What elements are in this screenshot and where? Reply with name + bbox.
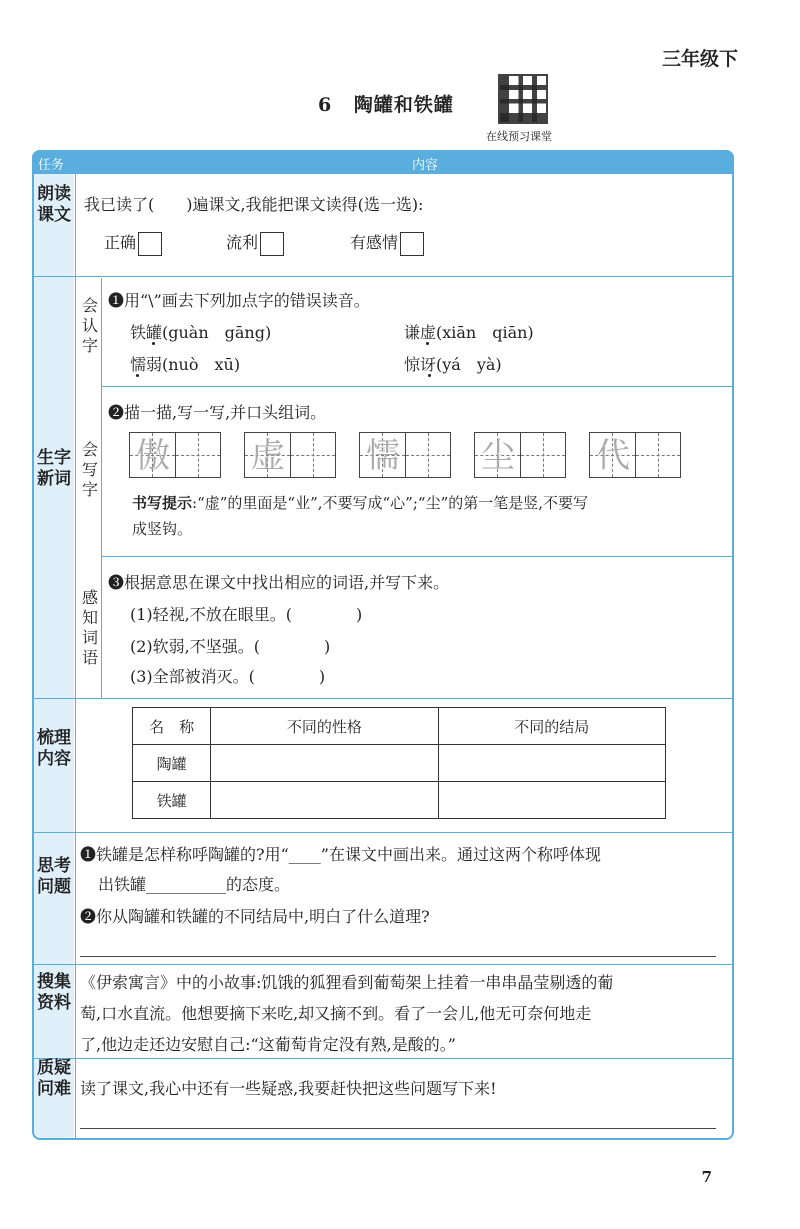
trace-character: 懦 xyxy=(366,436,400,476)
write-instruction: ❷描一描,写一写,并口头组词。 xyxy=(108,403,327,422)
row-divider xyxy=(101,386,734,387)
row-divider xyxy=(34,832,734,833)
trace-character: 傲 xyxy=(136,436,170,476)
writing-grid[interactable] xyxy=(129,432,221,478)
read-option-3[interactable] xyxy=(350,230,424,256)
row-divider xyxy=(101,556,734,557)
option-label: 流利 xyxy=(226,233,259,252)
row-divider xyxy=(34,276,734,277)
tip-text: :“虚”的里面是“业”,不要写成“心”;“尘”的第一笔是竖,不要写 xyxy=(192,494,589,512)
option-label: 正确 xyxy=(104,233,137,252)
answer-cell[interactable] xyxy=(438,782,665,819)
pinyin-item[interactable]: 惊讶(yá yà) xyxy=(404,355,502,374)
perceive-item[interactable]: (1)轻视,不放在眼里。( ) xyxy=(130,605,363,624)
qr-code-icon[interactable] xyxy=(498,74,548,124)
think-label: 思考问题 xyxy=(37,856,71,897)
words-label: 生字新词 xyxy=(37,448,71,489)
trace-character: 尘 xyxy=(481,436,515,476)
answer-line[interactable] xyxy=(80,1128,716,1129)
collect-label: 搜集资料 xyxy=(37,972,71,1013)
read-option-1[interactable] xyxy=(104,230,162,256)
column-header: 不同的结局 xyxy=(438,708,665,745)
answer-cell[interactable] xyxy=(211,782,438,819)
emphasis-dot xyxy=(426,342,429,345)
read-text: 我已读了( )遍课文,我能把课文读得(选一选): xyxy=(84,195,424,214)
option-label: 有感情 xyxy=(350,233,399,252)
think-question-2: ❷你从陶罐和铁罐的不同结局中,明白了什么道理? xyxy=(80,907,430,926)
lesson-name: 陶罐和铁罐 xyxy=(353,94,454,116)
writing-grid[interactable] xyxy=(359,432,451,478)
lesson-title xyxy=(318,90,454,117)
write-label: 会写字 xyxy=(81,440,98,499)
think-question-1: ❶铁罐是怎样称呼陶罐的?用“____”在课文中画出来。通过这两个称呼体现 xyxy=(80,845,601,864)
perceive-item[interactable]: (2)软弱,不坚强。( ) xyxy=(130,637,331,656)
tip-label: 书写提示 xyxy=(132,494,193,512)
emphasis-dot xyxy=(152,342,155,345)
answer-line[interactable] xyxy=(80,956,716,957)
checkbox[interactable] xyxy=(138,232,162,256)
emphasis-dot xyxy=(428,374,431,377)
lesson-number: 6 xyxy=(318,94,333,116)
row-header: 陶罐 xyxy=(133,745,211,782)
perceive-instruction: ❸根据意思在课文中找出相应的词语,并写下来。 xyxy=(108,573,450,592)
sub-column-divider xyxy=(101,278,102,698)
grade-label: 三年级下 xyxy=(661,48,738,70)
pinyin-item[interactable]: 谦虚(xiān qiān) xyxy=(404,323,534,342)
collect-text-line: 萄,口水直流。他想要摘下来吃,却又摘不到。看了一会儿,他无可奈何地走 xyxy=(80,1004,592,1023)
writing-tip-continued: 成竖钩。 xyxy=(132,520,193,538)
row-divider xyxy=(34,698,734,699)
row-divider xyxy=(34,1058,734,1059)
answer-cell[interactable] xyxy=(211,745,438,782)
page-number: 7 xyxy=(701,1168,712,1186)
trace-character: 虚 xyxy=(251,436,285,476)
answer-cell[interactable] xyxy=(438,745,665,782)
question-prompt: 读了课文,我心中还有一些疑惑,我要赶快把这些问题写下来! xyxy=(80,1079,497,1098)
column-divider xyxy=(75,174,76,1140)
recognize-instruction: ❶用“\”画去下列加点字的错误读音。 xyxy=(108,291,370,310)
sort-label: 梳理内容 xyxy=(37,728,71,769)
checkbox[interactable] xyxy=(260,232,284,256)
checkbox[interactable] xyxy=(400,232,424,256)
question-label: 质疑问难 xyxy=(37,1058,71,1099)
writing-grid[interactable] xyxy=(474,432,566,478)
content-header: 内容 xyxy=(412,158,439,173)
writing-grid[interactable] xyxy=(589,432,681,478)
comparison-table xyxy=(132,707,666,819)
trace-character: 代 xyxy=(596,436,630,476)
recognize-label: 会认字 xyxy=(81,296,98,355)
think-question-1-continued: 出铁罐__________的态度。 xyxy=(98,875,291,894)
column-header: 不同的性格 xyxy=(211,708,438,745)
writing-tip xyxy=(132,492,588,513)
read-label: 朗读课文 xyxy=(37,184,71,225)
task-header: 任务 xyxy=(38,158,65,173)
qr-caption: 在线预习课堂 xyxy=(486,130,552,143)
emphasis-dot xyxy=(136,374,139,377)
pinyin-item[interactable]: 铁罐(guàn gāng) xyxy=(130,323,272,342)
column-header: 名 称 xyxy=(133,708,211,745)
row-divider xyxy=(34,964,734,965)
collect-text-line: 了,他边走还边安慰自己:“这葡萄肯定没有熟,是酸的。” xyxy=(80,1035,456,1054)
read-option-2[interactable] xyxy=(226,230,284,256)
perceive-item[interactable]: (3)全部被消灭。( ) xyxy=(130,667,326,686)
perceive-label: 感知词语 xyxy=(81,588,98,667)
pinyin-item[interactable]: 懦弱(nuò xū) xyxy=(130,355,241,374)
collect-text-line: 《伊索寓言》中的小故事:饥饿的狐狸看到葡萄架上挂着一串串晶莹剔透的葡 xyxy=(80,973,614,992)
row-header: 铁罐 xyxy=(133,782,211,819)
writing-grid[interactable] xyxy=(244,432,336,478)
